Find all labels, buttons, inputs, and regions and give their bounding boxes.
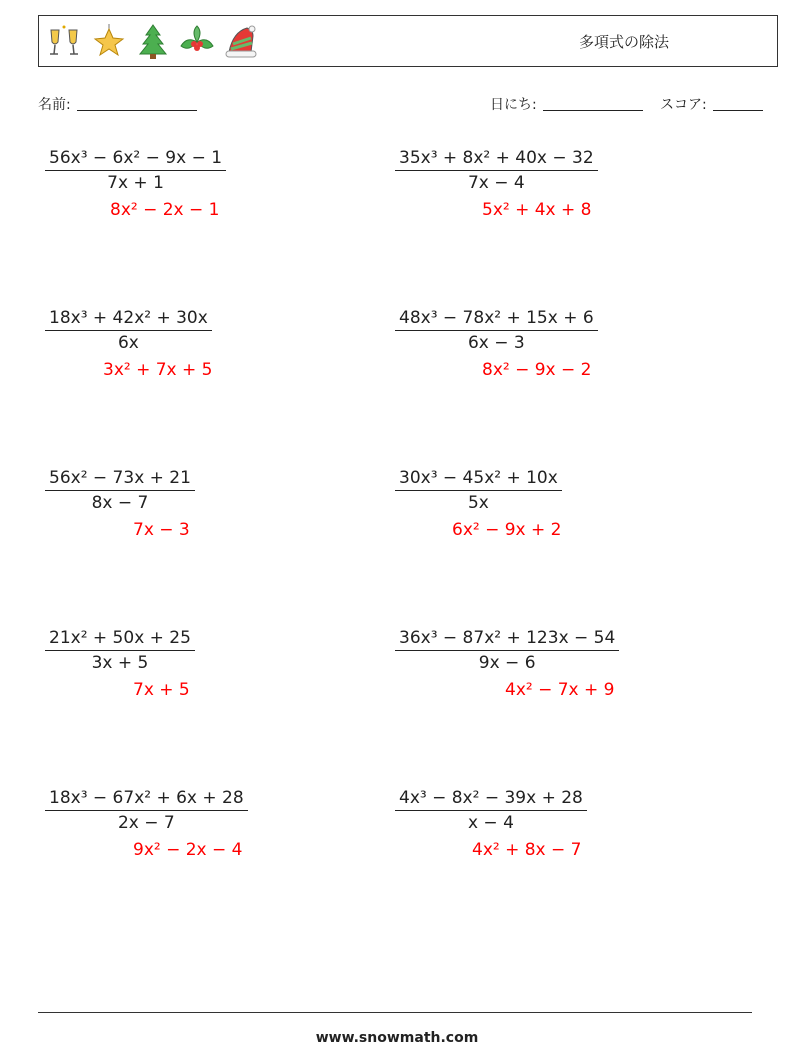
problem-8 [395, 628, 619, 673]
denominator: 6x [117, 333, 139, 353]
score-field[interactable] [660, 94, 763, 114]
numerator: 30x³ − 45x² + 10x [395, 468, 562, 491]
worksheet-header [38, 15, 778, 67]
problem-2 [395, 148, 598, 193]
name-blank[interactable] [77, 96, 197, 111]
answer-4: 8x² − 9x − 2 [482, 360, 592, 380]
numerator: 36x³ − 87x² + 123x − 54 [395, 628, 619, 651]
fraction [45, 628, 195, 673]
star-ornament-icon [89, 22, 129, 62]
denominator: 7x − 4 [467, 173, 525, 193]
problem-5 [45, 468, 195, 513]
fraction [45, 788, 248, 833]
problem-6 [395, 468, 562, 513]
fraction [395, 628, 619, 673]
answer-2: 5x² + 4x + 8 [482, 200, 592, 220]
numerator: 56x³ − 6x² − 9x − 1 [45, 148, 226, 171]
denominator: 6x − 3 [467, 333, 525, 353]
name-label: 名前: [38, 97, 71, 113]
fraction [395, 308, 598, 353]
numerator: 21x² + 50x + 25 [45, 628, 195, 651]
fraction [45, 148, 226, 193]
problem-10 [395, 788, 587, 833]
date-field[interactable] [490, 94, 643, 114]
date-label: 日にち: [490, 97, 537, 113]
problem-7 [45, 628, 195, 673]
answer-9: 9x² − 2x − 4 [133, 840, 243, 860]
christmas-tree-icon [133, 22, 173, 62]
fraction [395, 148, 598, 193]
denominator: 8x − 7 [91, 493, 149, 513]
answer-5: 7x − 3 [133, 520, 190, 540]
answer-10: 4x² + 8x − 7 [472, 840, 582, 860]
answer-8: 4x² − 7x + 9 [505, 680, 615, 700]
footer-divider [38, 1012, 752, 1013]
answer-7: 7x + 5 [133, 680, 190, 700]
answer-3: 3x² + 7x + 5 [103, 360, 213, 380]
numerator: 56x² − 73x + 21 [45, 468, 195, 491]
denominator: 2x − 7 [117, 813, 175, 833]
page-title: 多項式の除法 [579, 33, 670, 51]
fraction [45, 468, 195, 513]
denominator: 3x + 5 [91, 653, 149, 673]
date-blank[interactable] [543, 96, 643, 111]
score-blank[interactable] [713, 96, 763, 111]
fraction [395, 788, 587, 833]
denominator: 5x [467, 493, 489, 513]
denominator: x − 4 [467, 813, 514, 833]
header-icons [45, 22, 261, 62]
problem-4 [395, 308, 598, 353]
problem-1 [45, 148, 226, 193]
numerator: 48x³ − 78x² + 15x + 6 [395, 308, 598, 331]
fraction [45, 308, 212, 353]
numerator: 35x³ + 8x² + 40x − 32 [395, 148, 598, 171]
fraction [395, 468, 562, 513]
problem-3 [45, 308, 212, 353]
problem-9 [45, 788, 248, 833]
numerator: 4x³ − 8x² − 39x + 28 [395, 788, 587, 811]
holly-icon [177, 22, 217, 62]
answer-6: 6x² − 9x + 2 [452, 520, 562, 540]
denominator: 9x − 6 [478, 653, 536, 673]
name-field[interactable] [38, 94, 197, 114]
numerator: 18x³ − 67x² + 6x + 28 [45, 788, 248, 811]
denominator: 7x + 1 [107, 173, 164, 193]
champagne-glasses-icon [45, 22, 85, 62]
footer-url[interactable]: www.snowmath.com [315, 1030, 479, 1046]
answer-1: 8x² − 2x − 1 [110, 200, 220, 220]
numerator: 18x³ + 42x² + 30x [45, 308, 212, 331]
santa-hat-icon [221, 22, 261, 62]
score-label: スコア: [660, 97, 707, 113]
